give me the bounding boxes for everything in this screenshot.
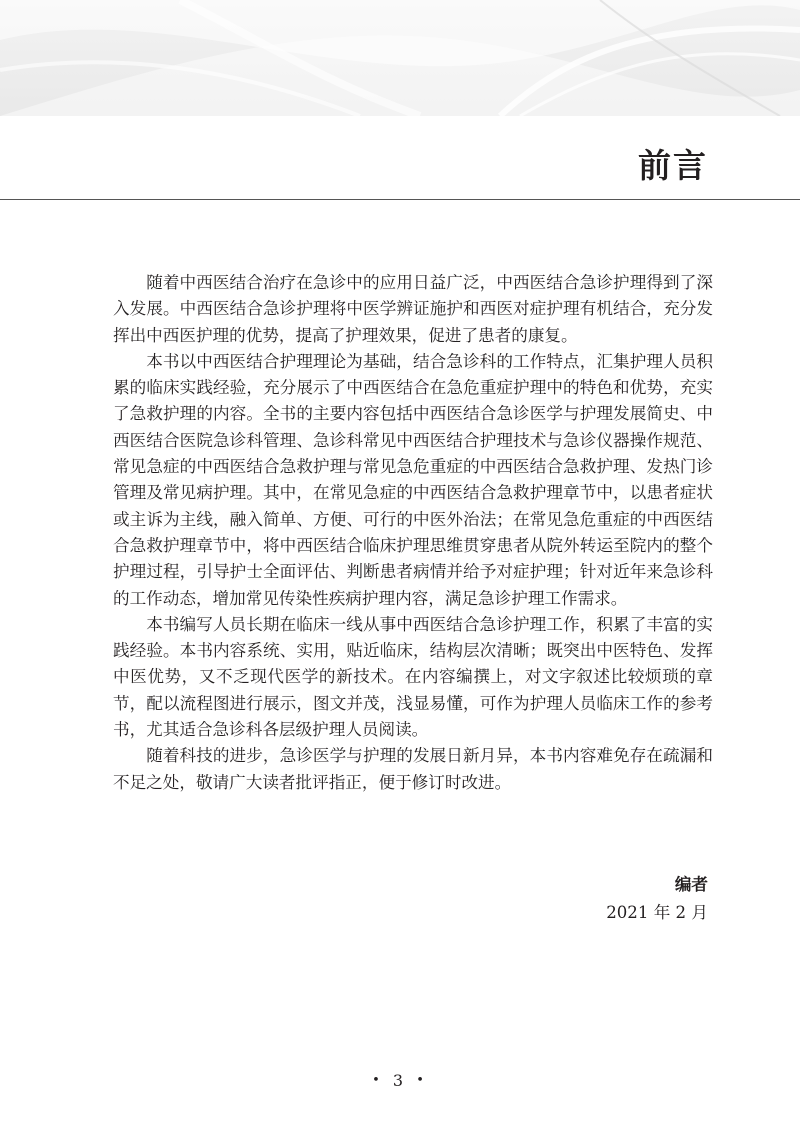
- signature-author: 编者: [674, 875, 708, 894]
- preface-body: [113, 270, 713, 796]
- title-divider: [0, 199, 800, 200]
- wave-pattern: [0, 0, 800, 116]
- signature: [606, 871, 708, 927]
- page-title: 前言: [638, 146, 708, 185]
- header-decoration: [0, 0, 800, 116]
- paragraph: 本书以中西医结合护理理论为基础，结合急诊科的工作特点，汇集护理人员积累的临床实践经验，充分展示了中西医结合在急危重症护理中的特色和优势，充实了急救护理的内容。全书的主要内容包括中西医结合急诊医学与护理发展简史、中西医结合医院急诊科管理、急诊科常见中西医结合护理技术与急诊仪器操作规范、常见急症的中西医结合急救护理与常见急危重症的中西医结合急救护理、发热门诊管理及常见病护理。其中，在常见急症的中西医结合急救护理章节中，以患者症状或主诉为主线，融入简单、方便、可行的中医外治法；在常见急危重症的中西医结合急救护理章节中，将中西医结合临床护理思维贯穿患者从院外转运至院内的整个护理过程，引导护士全面评估、判断患者病情并给予对症护理；针对近年来急诊科的工作动态，增加常见传染性疾病护理内容，满足急诊护理工作需求。: [113, 351, 713, 608]
- bullet-icon: •: [372, 1073, 384, 1088]
- signature-date: 2021 年 2 月: [606, 903, 708, 922]
- page-number-value: 3: [392, 1071, 408, 1090]
- paragraph: 随着中西医结合治疗在急诊中的应用日益广泛，中西医结合急诊护理得到了深入发展。中西医结合急诊护理将中医学辨证施护和西医对症护理有机结合，充分发挥出中西医护理的优势，提高了护理效果，促进了患者的康复。: [113, 273, 713, 345]
- page-number: [0, 1071, 800, 1090]
- paragraph: 随着科技的进步，急诊医学与护理的发展日新月异，本书内容难免存在疏漏和不足之处，敬请广大读者批评指正，便于修订时改进。: [113, 746, 713, 792]
- paragraph: 本书编写人员长期在临床一线从事中西医结合急诊护理工作，积累了丰富的实践经验。本书内容系统、实用，贴近临床，结构层次清晰；既突出中医特色、发挥中医优势，又不乏现代医学的新技术。在内容编撰上，对文字叙述比较烦琐的章节，配以流程图进行展示，图文并茂，浅显易懂，可作为护理人员临床工作的参考书，尤其适合急诊科各层级护理人员阅读。: [113, 614, 713, 740]
- bullet-icon: •: [416, 1073, 428, 1088]
